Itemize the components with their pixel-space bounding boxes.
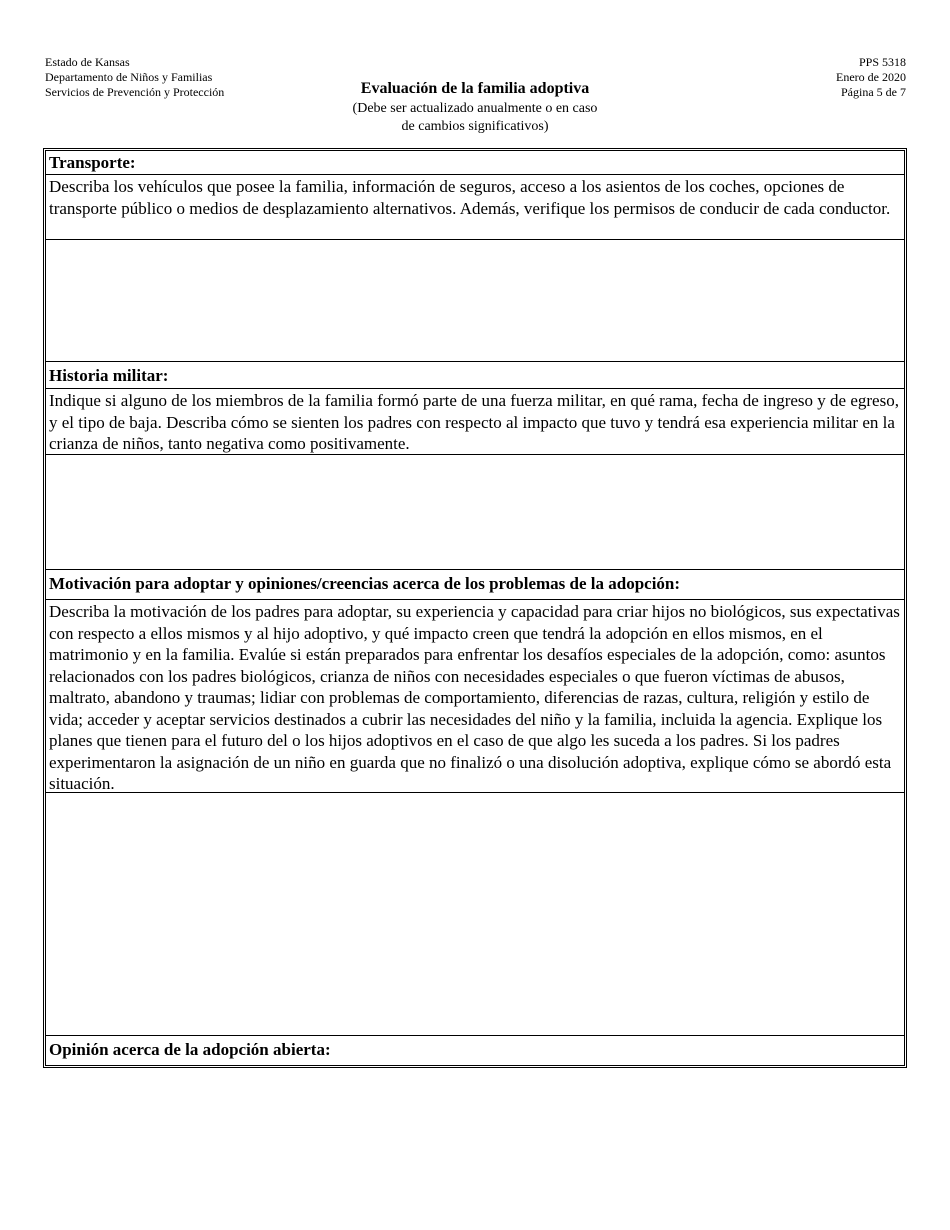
department-name: Departamento de Niños y Familias [45, 70, 213, 84]
open-adoption-heading: Opinión acerca de la adopción abierta: [49, 1040, 331, 1059]
division-name: Servicios de Prevención y Protección [45, 85, 225, 99]
military-description: Indique si alguno de los miembros de la familia formó parte de una fuerza militar, en qué rama, fecha de ingreso y de egreso, y el tipo de baja. Describa cómo se sienten los padres con respecto al impacto que tuvo y tendrá esa experiencia militar en la crianza de niños, tanto negativa como positivamente. [46, 389, 904, 455]
state-name: Estado de Kansas [45, 55, 130, 69]
form-info-block [836, 55, 906, 100]
military-heading: Historia militar: [46, 362, 904, 389]
title-block [300, 79, 650, 135]
transport-description: Describa los vehículos que posee la familia, información de seguros, acceso a los asientos de los coches, opciones de transporte público o medios de desplazamiento alternativos. Además, verifique los permisos de conducir de cada conductor. [46, 175, 904, 240]
subtitle-line-2: de cambios significativos) [401, 119, 549, 134]
form-table [43, 148, 907, 1068]
agency-block [45, 55, 224, 100]
transport-answer-field[interactable] [46, 240, 904, 362]
subtitle-line-1: (Debe ser actualizado anualmente o en caso [352, 101, 598, 116]
form-number: PPS 5318 [858, 55, 906, 69]
page-title: Evaluación de la familia adoptiva [360, 80, 590, 97]
motivation-description: Describa la motivación de los padres para adoptar, su experiencia y capacidad para criar hijos no biológicos, sus expectativas con respecto a ellos mismos y al hijo adoptivo, y qué impacto creen que tendrá la adopción en ellos mismos, en el matrimonio y en la familia. Evalúe si están preparados para enfrentar los desafíos especiales de la adopción, como: asuntos relacionados con los padres biológicos, crianza de niños con necesidades especiales o que fueron víctimas de abusos, maltrato, abandono y traumas; lidiar con problemas de comportamiento, diferencias de razas, cultura, religión y estilo de vida; acceder y aceptar servicios destinados a cubrir las necesidades del niño y la familia, incluida la agencia. Explique los planes que tienen para el futuro del o los hijos adoptivos en el caso de que algo les suceda a los padres. Si los padres experimentaron la asignación de un niño en guarda que no finalizó o una disolución adoptiva, explique cómo se abordó esta situación. [46, 600, 904, 793]
motivation-heading: Motivación para adoptar y opiniones/creencias acerca de los problemas de la adopción: [46, 570, 904, 600]
form-date: Enero de 2020 [836, 70, 906, 84]
military-answer-field[interactable] [46, 455, 904, 570]
transport-heading: Transporte: [46, 151, 904, 175]
page-number: Página 5 de 7 [841, 85, 906, 99]
motivation-answer-field[interactable] [46, 793, 904, 1036]
